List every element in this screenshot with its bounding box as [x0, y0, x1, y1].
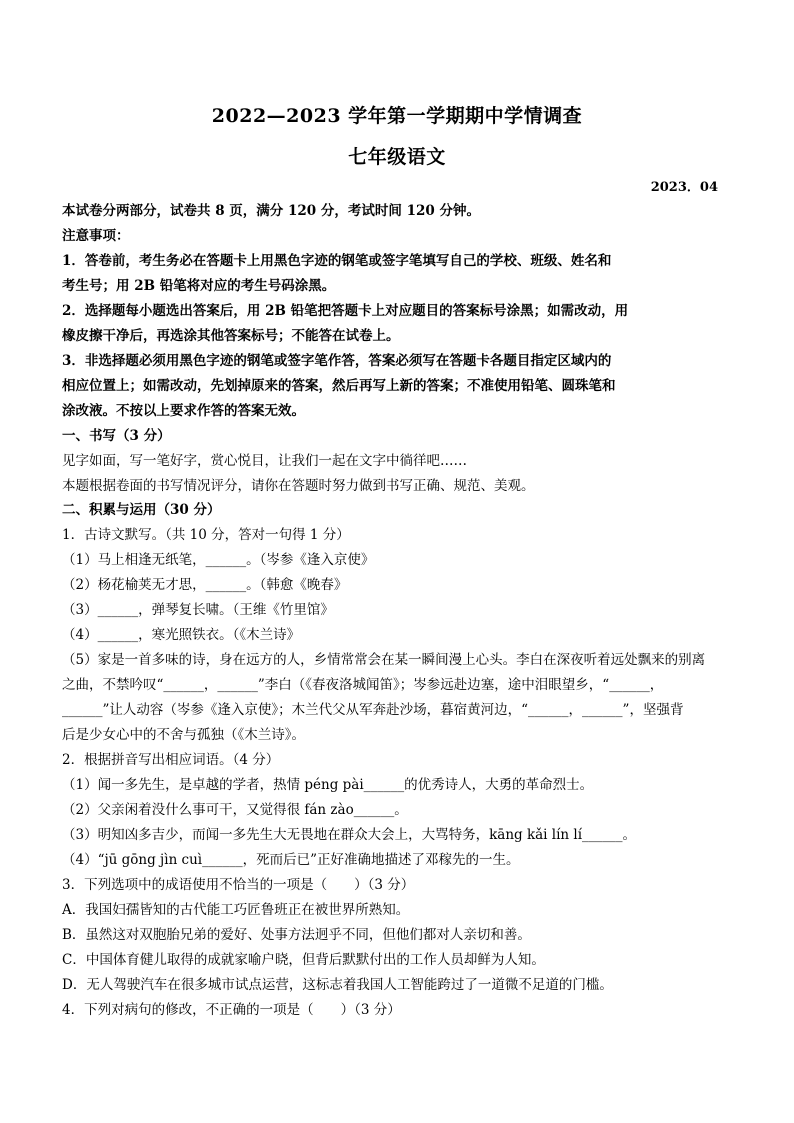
question-line: （1）马上相逢无纸笔，______。（岑参《逢入京使》 [62, 552, 375, 568]
note-line: 相应位置上；如需改动，先划掉原来的答案，然后再写上新的答案；不准使用铅笔、圆珠笔和 [62, 378, 616, 394]
page-subtitle: 七年级语文 [348, 146, 446, 168]
question-line: 2．根据拼音写出相应词语。（4 分） [62, 752, 280, 768]
note-line: 2．选择题每小题选出答案后，用 2B 铅笔把答题卡上对应题目的答案标号涂黑；如需改动，用 [62, 303, 629, 319]
note-line: 1．答卷前，考生务必在答题卡上用黑色字迹的钢笔或签字笔填写自己的学校、班级、姓名和 [62, 253, 612, 269]
note-line: 涂改液。不按以上要求作答的答案无效。 [62, 403, 305, 419]
question-line: 3．下列选项中的成语使用不恰当的一项是（ ）（3 分） [62, 877, 415, 893]
notes-heading: 注意事项： [62, 228, 130, 244]
question-line: （2）父亲闲着没什么事可干，又觉得很 fán zào______。 [62, 802, 408, 818]
question-line: 1．古诗文默写。（共 10 分，答对一句得 1 分） [62, 527, 350, 543]
question-line: （4）“jū gōng jìn cuì______，死而后已”正好准确地描述了邓稼先的一生。 [62, 852, 520, 868]
question-line: 4．下列对病句的修改，不正确的一项是（ ）（3 分） [62, 1002, 401, 1018]
question-line: （2）杨花榆荚无才思，______。（韩愈《晚春》 [62, 577, 348, 593]
section-text: 本题根据卷面的书写情况评分，请你在答题时努力做到书写正确、规范、美观。 [62, 478, 535, 494]
note-line: 3．非选择题必须用黑色字迹的钢笔或签字笔作答，答案必须写在答题卡各题目指定区域内的 [62, 353, 612, 369]
question-line: （3）明知凶多吉少，而闻一多先生大无畏地在群众大会上，大骂特务，kāng kǎi lín lí______。 [62, 827, 637, 843]
question-line: （1）闻一多先生，是卓越的学者，热情 péng pài______的优秀诗人，大勇的革命烈士。 [62, 777, 594, 793]
page-title: 2022—2023 学年第一学期期中学情调查 [211, 105, 583, 127]
section-heading: 二、积累与运用（30 分） [62, 502, 221, 518]
question-line: ______”让人动容（岑参《逢入京使》；木兰代父从军奔赴沙场，暮宿黄河边，“______，______”，坚强背 [62, 702, 684, 718]
note-line: 考生号；用 2B 铅笔将对应的考生号码涂黑。 [62, 278, 336, 294]
question-line: 后是少女心中的不舍与孤独（《木兰诗》。 [62, 727, 305, 743]
exam-date: 2023．04 [650, 180, 718, 195]
option-c: C．中国体育健儿取得的成就家喻户晓，但背后默默付出的工作人员却鲜为人知。 [62, 952, 545, 968]
option-d: D．无人驾驶汽车在很多城市试点运营，这标志着我国人工智能跨过了一道微不足道的门槛。 [62, 977, 613, 993]
question-line: （3）______，弹琴复长啸。（王维《竹里馆》 [62, 602, 334, 618]
question-line: （4）______，寒光照铁衣。（《木兰诗》 [62, 627, 301, 643]
note-line: 橡皮擦干净后，再选涂其他答案标号；不能答在试卷上。 [62, 328, 400, 344]
option-b: B．虽然这对双胞胎兄弟的爱好、处事方法迥乎不同，但他们都对人亲切和善。 [62, 927, 531, 943]
option-a: A．我国妇孺皆知的古代能工巧匠鲁班正在被世界所熟知。 [62, 902, 410, 918]
question-line: （5）家是一首多味的诗，身在远方的人，乡情常常会在某一瞬间漫上心头。李白在深夜听着远处飘来的别离 [62, 652, 706, 668]
section-heading: 一、书写（3 分） [62, 428, 171, 444]
intro-text: 本试卷分两部分，试卷共 8 页，满分 120 分，考试时间 120 分钟。 [62, 203, 480, 219]
section-text: 见字如面，写一笔好字，赏心悦目，让我们一起在文字中徜徉吧…… [62, 453, 467, 469]
question-line: 之曲，不禁吟叹“______，______”李白（《春夜洛城闻笛》；岑参远赴边塞，途中泪眼望乡，“______， [62, 677, 664, 693]
